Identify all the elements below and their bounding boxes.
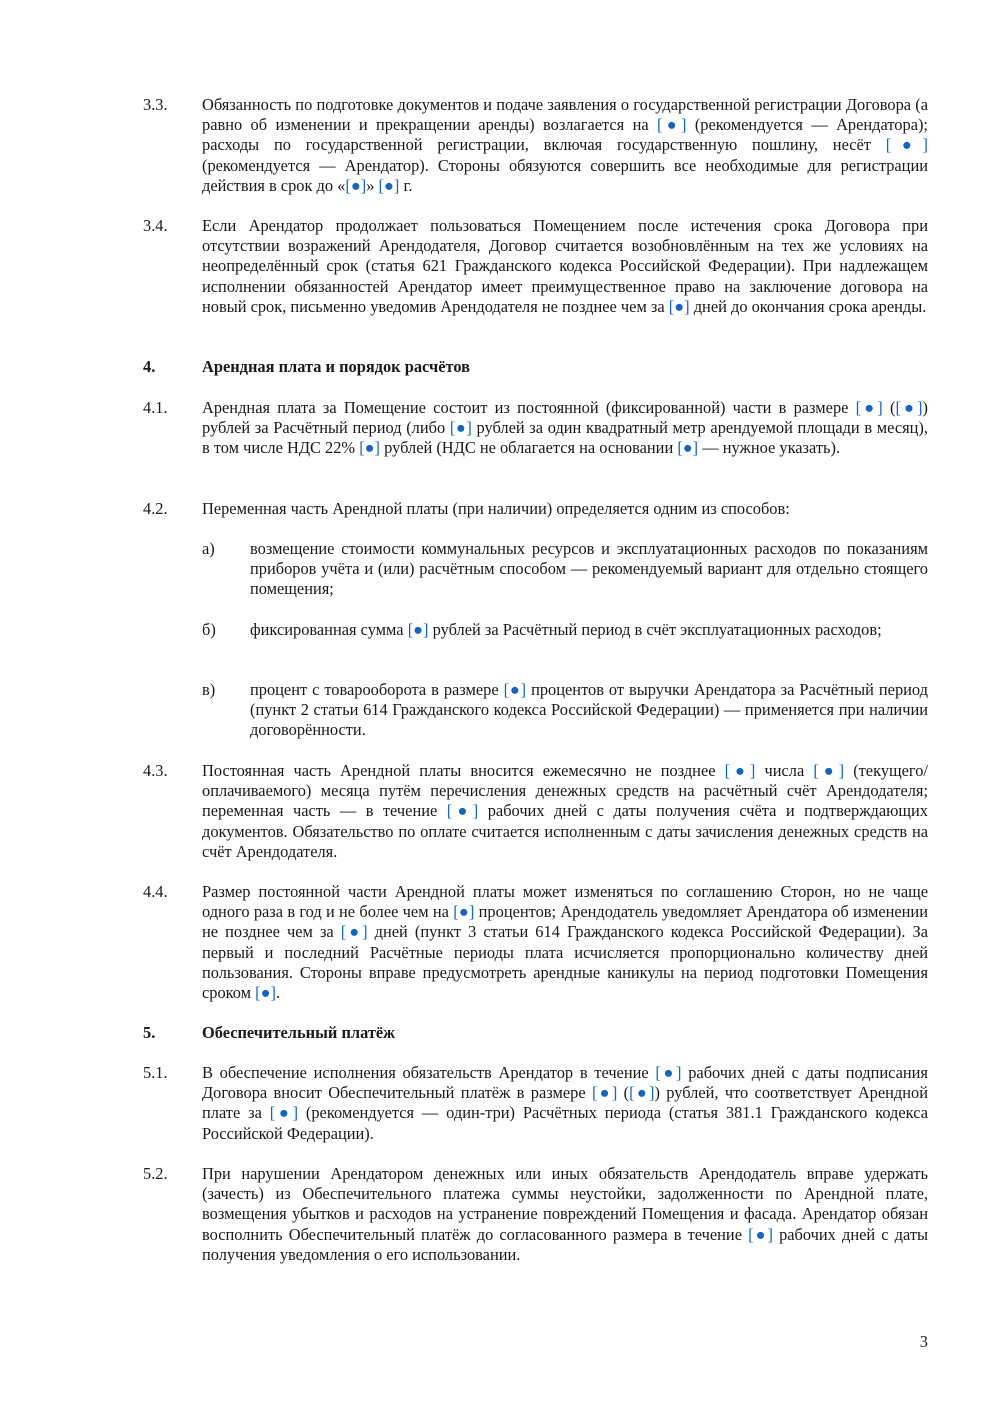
placeholder[interactable]: [●] [677,438,699,458]
placeholder[interactable]: [●] [629,1083,655,1103]
section-4-heading [143,357,928,377]
placeholder[interactable]: [●] [657,115,687,135]
placeholder[interactable]: [●] [855,398,883,417]
placeholder[interactable]: [●] [724,761,756,780]
placeholder[interactable]: [●] [340,922,368,942]
page-number: 3 [919,1332,928,1351]
clause-4-4 [143,882,928,1003]
clause-number: 5.1. [143,1063,168,1082]
clause-text: Постоянная часть Арендной платы вносится ежемесячно не позднее [●] числа [●] (текущего/оплачиваемого) месяца путём перечисления денежных средств на расчётный счёт Арендодателя; переменная часть — в течение [●] рабочих дней с даты получения счёта и подтверждающих документов. Обязательство по оплате считается исполненным с даты зачисления денежных средств на счёт Арендодателя. [202,761,928,861]
clause-5-2 [143,1164,928,1265]
placeholder[interactable]: [●] [359,438,381,458]
clause-text: Переменная часть Арендной платы (при наличии) определяется одним из способов: [202,499,790,518]
list-item-b [202,620,928,640]
list-item-v [202,680,928,741]
clause-5-1 [143,1063,928,1144]
section-title: Арендная плата и порядок расчётов [202,357,470,376]
list-marker: а) [202,539,215,558]
placeholder[interactable]: [●] [655,1063,682,1082]
placeholder[interactable]: [●] [503,680,527,699]
placeholder[interactable]: [●] [895,398,923,417]
clause-3-4 [143,216,928,317]
clause-text: Арендная плата за Помещение состоит из постоянной (фиксированной) части в размере [●] ([●]) рублей за Расчётный период (либо [●] рублей за один квадратный метр арендуемой площади в месяц), в том числе НДС 22% [●] рублей (НДС не облагается на основании [●] — нужное указать). [202,398,928,458]
placeholder[interactable]: [●] [255,983,276,1003]
clause-number: 3.3. [143,95,168,114]
placeholder[interactable]: [●] [453,902,475,922]
clause-3-3 [143,95,928,196]
placeholder[interactable]: [●] [446,801,479,821]
clause-4-1 [143,398,928,459]
list-item-text: возмещение стоимости коммунальных ресурсов и эксплуатационных расходов по показаниям приборов учёта и (или) расчётным способом — рекомендуемый вариант для отдельно стоящего помещения; [250,539,928,599]
section-number: 4. [143,357,156,376]
section-title: Обеспечительный платёж [202,1023,396,1042]
placeholder[interactable]: [●] [668,296,690,316]
clause-number: 5.2. [143,1164,168,1183]
section-5-heading [143,1023,928,1043]
placeholder[interactable]: [●] [449,418,472,438]
placeholder[interactable]: [●] [748,1224,773,1244]
clause-text: При нарушении Арендатором денежных или иных обязательств Арендодатель вправе удержать (зачесть) из Обеспечительного платежа суммы неустойки, задолженности по Арендной плате, возмещения убытков и расходов на устранение повреждений Помещения и фасада. Арендатор обязан восполнить Обеспечительный платёж до согласованного размера в течение [●] рабочих дней с даты получения уведомления о его использовании. [202,1164,928,1264]
list-item-text: фиксированная сумма [●] рублей за Расчётный период в счёт эксплуатационных расходов; [250,620,882,639]
clause-4-2 [143,499,928,519]
placeholder[interactable]: [●] [345,175,367,195]
placeholder[interactable]: [●] [813,761,845,780]
clause-number: 4.2. [143,499,168,518]
list-marker: в) [202,680,216,699]
clause-number: 4.4. [143,882,168,901]
clause-4-3 [143,761,928,862]
section-number: 5. [143,1023,156,1042]
clause-text: В обеспечение исполнения обязательств Арендатор в течение [●] рабочих дней с даты подписания Договора вносит Обеспечительный платёж в размере [●] ([●]) рублей, что соответствует Арендной плате за [●] (рекомендуется — один-три) Расчётных периода (статья 381.1 Гражданского кодекса Российской Федерации). [202,1063,928,1143]
clause-number: 4.3. [143,761,168,780]
list-marker: б) [202,620,216,639]
placeholder[interactable]: [●] [591,1083,618,1103]
clause-number: 3.4. [143,216,168,235]
placeholder[interactable]: [●] [407,620,429,639]
list-item-a [202,539,928,600]
clause-text: Если Арендатор продолжает пользоваться Помещением после истечения срока Договора при отсутствии возражений Арендодателя, Договор считается возобновлённым на тех же условиях на неопределённый срок (статья 621 Гражданского кодекса Российской Федерации). При надлежащем исполнении обязанностей Арендатор имеет преимущественное право на заключение договора на новый срок, письменно уведомив Арендодателя не позднее чем за [●] дней до окончания срока аренды. [202,216,928,316]
list-item-text: процент с товарооборота в размере [●] процентов от выручки Арендатора за Расчётный период (пункт 2 статьи 614 Гражданского кодекса Российской Федерации) — применяется при наличии договорённости. [250,680,928,740]
clause-text: Обязанность по подготовке документов и подаче заявления о государственной регистрации Договора (а равно об изменении и прекращении аренды) возлагается на [●] (рекомендуется — Арендатора); расходы по государственной регистрации, включая государственную пошлину, несёт [●] (рекомендуется — Арендатор). Стороны обязуются совершить все необходимые для регистрации действия в срок до «[●]» [●] г. [202,95,928,195]
placeholder[interactable]: [●] [378,175,400,195]
clause-text: Размер постоянной части Арендной платы может изменяться по соглашению Сторон, но не чаще одного раза в год и не более чем на [●] процентов; Арендодатель уведомляет Арендатора об изменении не позднее чем за [●] дней (пункт 3 статьи 614 Гражданского кодекса Российской Федерации). За первый и последний Расчётные периоды плата исчисляется пропорционально количеству дней пользования. Стороны вправе предусмотреть арендные каникулы на период подготовки Помещения сроком [●]. [202,882,928,1003]
placeholder[interactable]: [●] [885,135,928,155]
placeholder[interactable]: [●] [269,1103,299,1123]
clause-number: 4.1. [143,398,168,417]
